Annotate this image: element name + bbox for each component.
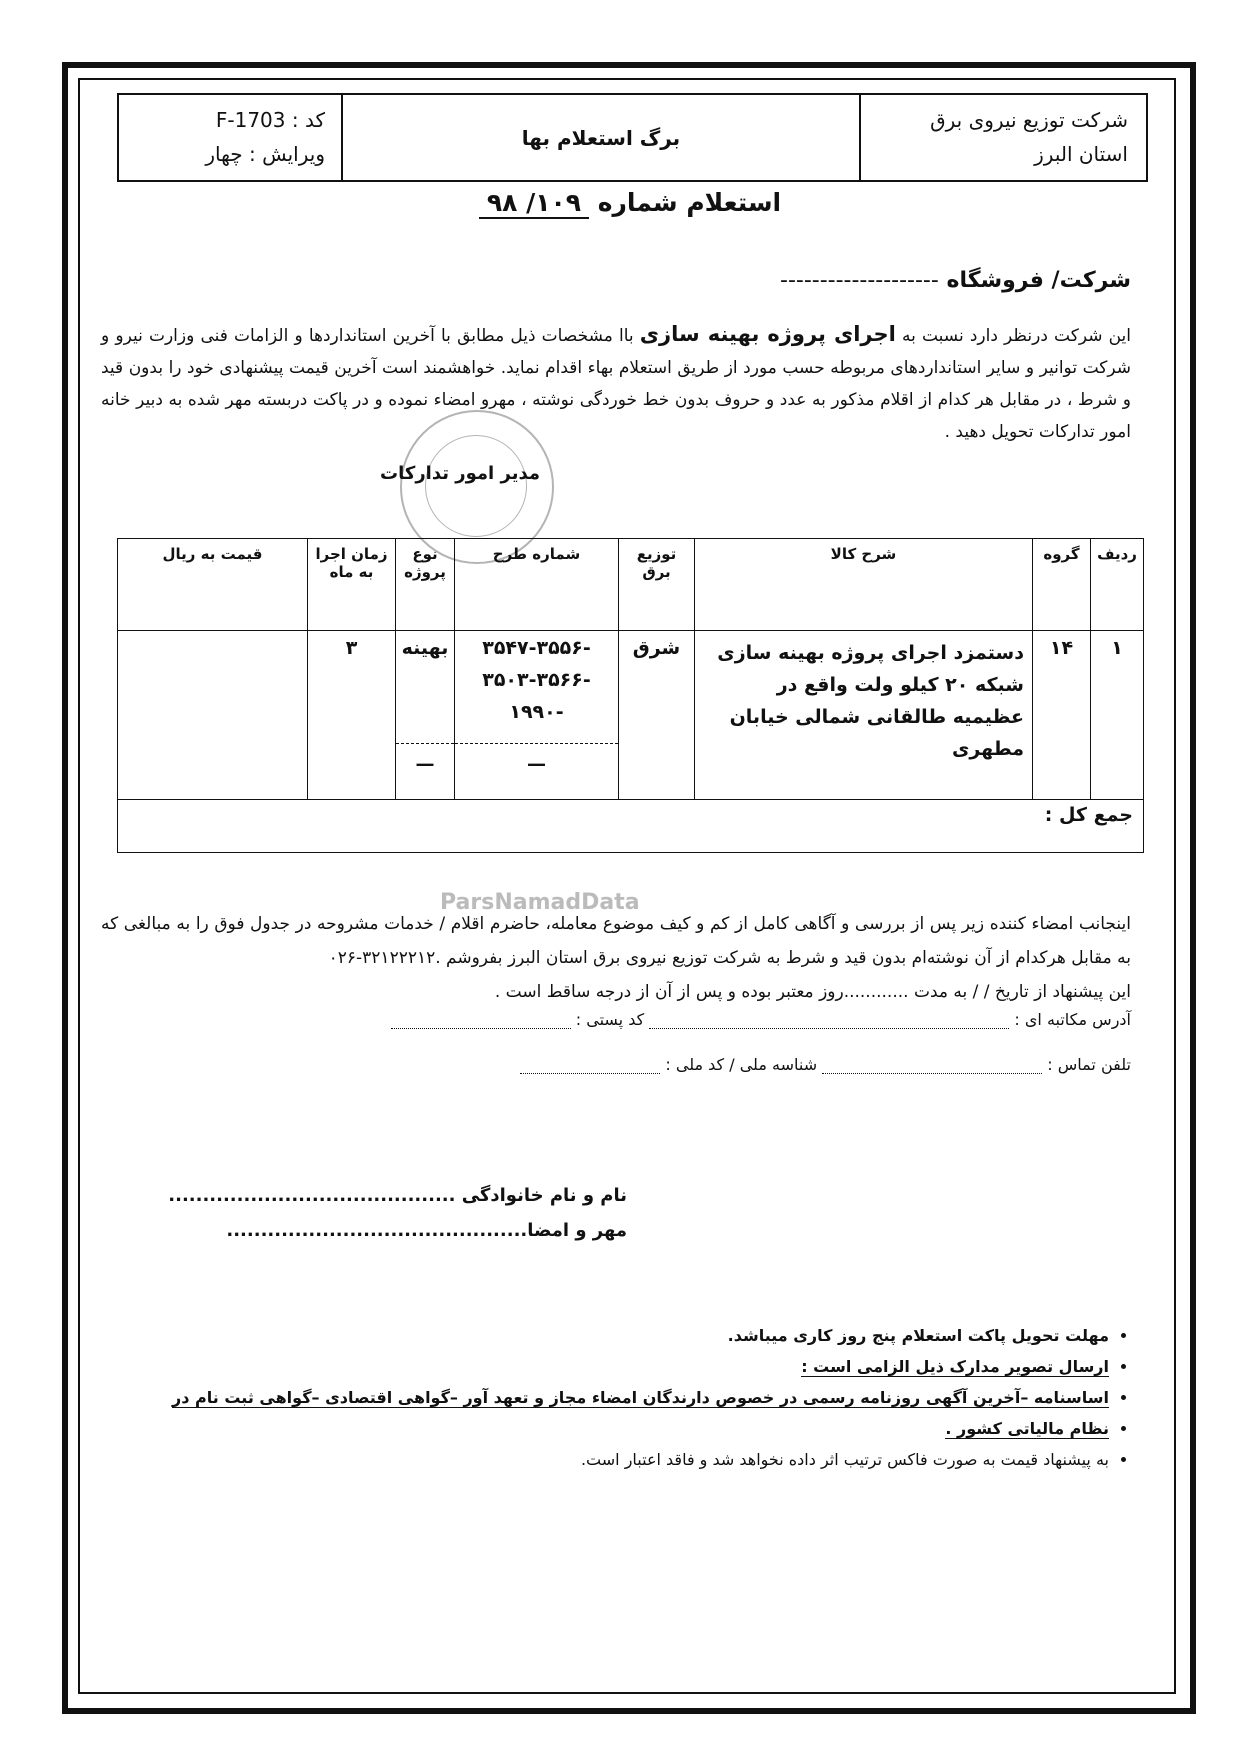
cell-type <box>396 631 455 800</box>
code-value: F-1703 <box>215 108 286 132</box>
national-id-field[interactable] <box>520 1073 660 1074</box>
code-block <box>119 95 343 180</box>
col-group: گروه <box>1033 539 1091 631</box>
notes-tax-system: نظام مالیاتی کشور . <box>945 1419 1109 1438</box>
watermark: ParsNamadData <box>440 890 640 915</box>
type-sub: — <box>396 743 454 780</box>
company-block <box>859 95 1146 180</box>
inquiry-value: ۱۰۹/ ۹۸ <box>479 188 589 219</box>
national-id-label: شناسه ملی / کد ملی : <box>665 1055 818 1074</box>
cell-dist: شرق <box>619 631 695 800</box>
intro-part2: باا مشخصات ذیل مطابق با آخرین استانداردها و الزامات فنی وزارت نیرو و شرکت توانیر و سایر استانداردهای مربوطه حسب مورد از طریق استعلام بهاء اقدام نماید. خواهشمند است آخرین قیمت پیشنهادی خود را بدون قید و شرط ، در مقابل هر کدام از اقلام مذکور به عدد و حروف بدون خط خوردگی نوشته ، مهرو امضاء نموده و در پاکت دربسته مهر شده به دبیر خانه امور تدارکات تحویل دهید . <box>101 326 1131 442</box>
cell-desc: دستمزد اجرای پروژه بهینه سازی شبکه ۲۰ کیلو ولت واقع در عظیمیه طالقانی شمالی خیابان مطهری <box>695 631 1033 800</box>
official-stamp-inner <box>425 435 527 537</box>
cell-time: ۳ <box>308 631 396 800</box>
total-label: جمع کل : <box>118 800 1144 853</box>
address-label: آدرس مکاتبه ای : <box>1014 1010 1131 1029</box>
col-price: قیمت به ریال <box>118 539 308 631</box>
phone-field[interactable] <box>822 1073 1042 1074</box>
col-desc: شرح کالا <box>695 539 1033 631</box>
total-row <box>118 800 1144 853</box>
cell-plan <box>455 631 619 800</box>
company-province: استان البرز <box>1034 142 1128 166</box>
declaration <box>101 907 1131 1009</box>
list-item: • به پیشنهاد قیمت به صورت فاکس ترتیب اثر داده نخواهد شد و فاقد اعتبار است. <box>79 1444 1109 1475</box>
seller-line <box>780 268 1131 293</box>
intro-paragraph <box>101 318 1131 448</box>
plan-sub: — <box>455 743 618 780</box>
name-field[interactable]: نام و نام خانوادگی .......................................... <box>168 1185 627 1206</box>
table-header-row <box>118 539 1144 631</box>
col-radif: ردیف <box>1091 539 1144 631</box>
cell-group: ۱۴ <box>1033 631 1091 800</box>
company-name: شرکت توزیع نیروی برق <box>930 108 1128 132</box>
postal-field[interactable] <box>391 1028 571 1029</box>
seller-label: شرکت/ فروشگاه <box>946 268 1131 293</box>
phone-label: تلفن تماس : <box>1047 1055 1131 1074</box>
list-item <box>79 1382 1109 1413</box>
col-plan: شماره طرح <box>455 539 619 631</box>
notes-list <box>79 1320 1131 1475</box>
intro-part1: این شرکت درنظر دارد نسبت به <box>901 326 1131 346</box>
cell-price[interactable] <box>118 631 308 800</box>
list-item <box>79 1413 1109 1444</box>
address-field[interactable] <box>649 1028 1009 1029</box>
signatory-label: مدیر امور تدارکات <box>380 463 540 484</box>
notes-docs-required: ارسال تصویر مدارک ذیل الزامی است : <box>801 1357 1109 1376</box>
col-time: زمان اجرا به ماه <box>308 539 396 631</box>
inquiry-number <box>400 188 860 217</box>
col-type: نوع پروژه <box>396 539 455 631</box>
code-label: کد : <box>291 108 325 132</box>
items-table <box>117 538 1144 853</box>
plan-numbers: -۳۵۴۷-۳۵۵۶ -۳۵۰۳-۳۵۶۶ -۱۹۹۰ <box>482 637 591 723</box>
address-line <box>391 1010 1131 1029</box>
seal-field[interactable]: مهر و امضا............................................ <box>226 1220 627 1241</box>
table-row <box>118 631 1144 800</box>
form-title: برگ استعلام بها <box>521 125 681 150</box>
phone-line <box>520 1055 1131 1074</box>
postal-label: کد پستی : <box>575 1010 645 1029</box>
notes-docs-list: اساسنامه –آخرین آگهی روزنامه رسمی در خصوص دارندگان امضاء مجاز و تعهد آور –گواهی اقتصادی –گواهی ثبت نام در <box>172 1388 1109 1407</box>
list-item <box>79 1351 1109 1382</box>
cell-radif: ۱ <box>1091 631 1144 800</box>
validity-text: این پیشنهاد از تاریخ / / به مدت ............روز معتبر بوده و پس از آن از درجه ساقط است . <box>494 982 1131 1002</box>
project-name: اجرای پروژه بهینه سازی <box>639 322 896 346</box>
col-dist: توزیع برق <box>619 539 695 631</box>
type-value: بهینه <box>401 637 449 659</box>
inquiry-label: استعلام شماره <box>597 188 782 217</box>
seller-blank: -------------------- <box>780 268 939 293</box>
edition-label: ویرایش : چهار <box>205 142 325 166</box>
declaration-text: اینجانب امضاء کننده زیر پس از بررسی و آگاهی کامل از کم و کیف موضوع معامله، حاضرم اقلام / خدمات مشروحه در جدول فوق را به مبالغی که به مقابل هرکدام از آن نوشته‌ام بدون قید و شرط به شرکت توزیع نیروی برق استان البرز بفروشم .۳۲۱۲۲۲۱۲-۰۲۶ <box>101 914 1131 968</box>
list-item: • مهلت تحویل پاکت استعلام پنج روز کاری میباشد. <box>79 1320 1109 1351</box>
form-header <box>117 93 1148 182</box>
